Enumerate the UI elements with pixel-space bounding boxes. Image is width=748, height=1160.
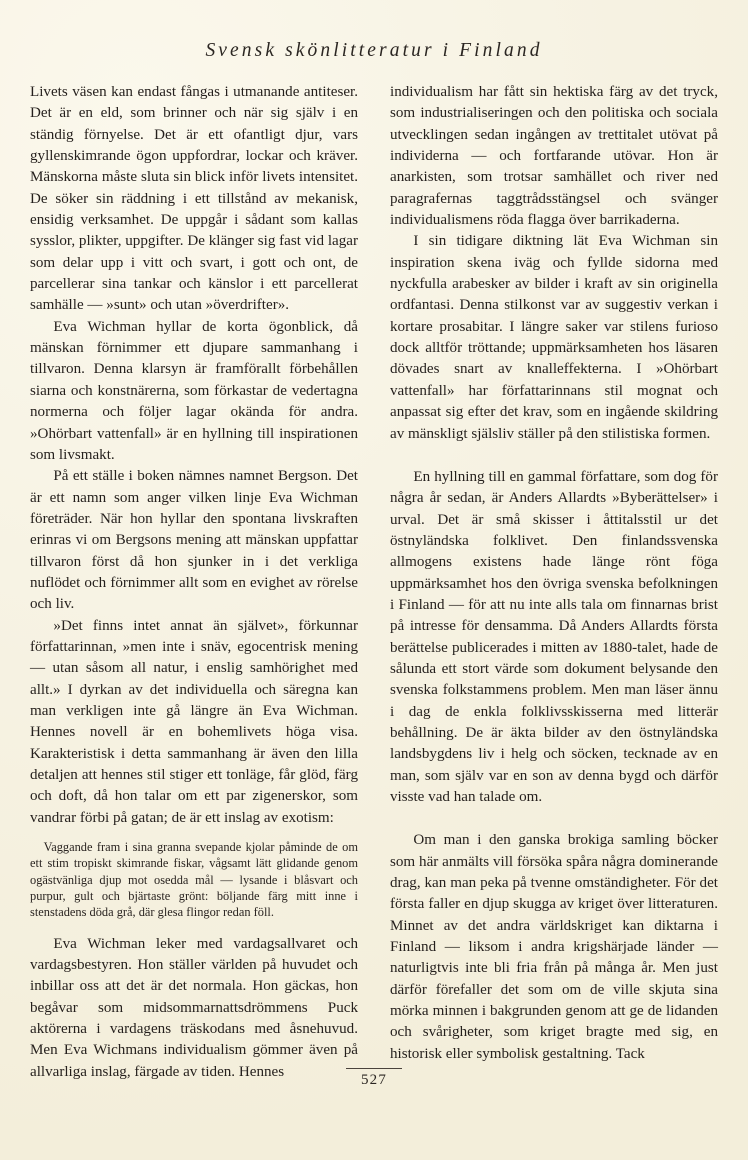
paragraph: Om man i den ganska brokiga samling böcker som här anmälts vill försöka spåra några dominerande drag, kan man peka på tvenne omständigheter. För det första faller en djup skugga av kriget över litteraturen. Minnet av det andra världskriget kan diktarna i Finland — liksom i andra krigshärjade länder — naturligtvis inte bli fria från på många år. Men just därför förefaller det som om de ville skjuta sina mörka minnen i bakgrunden genom att ge de lidanden och svårigheter, som kriget bragte med sig, en historisk eller symbolisk gestaltning. Tack: [390, 832, 718, 1062]
paragraph: »Det finns intet annat än självet», förkunnar författarinnan, »men inte i snäv, egocentrisk mening — utan såsom all natur, i enslig samhörighet med allt.» I dyrkan av det individuella och säregna kan man verkligen inte gå längre än Eva Wichman. Hennes novell är en bohemlivets höga visa. Karakteristisk i detta sammanhang är även den lilla detaljen att hennes stil stiger ett tonläge, får glöd, färg och doft, då hon talar om ett par zigenerskor, som vandrar förbi på gatan; de är ett inslag av exotism:: [30, 617, 358, 826]
running-head: Svensk skönlitteratur i Finland: [205, 40, 543, 61]
paragraph: En hyllning till en gammal författare, som dog för några år sedan, är Anders Allardts »Byberättelser» i urval. Det är små skisser i åttitalsstil ur det östnyländska folklivet. Den finlandssvenska allmogens existens hade länge rönt föga uppmärksamhet hos den övriga svenska befolkningen i Finland — för att nu inte alls tala om finnarnas brist på intresse för densamma. Då Anders Allardts första berättelse publicerades i mitten av 1880-talet, hade de sålunda ett stort värde som dokument belysande den svenska folkstammens problem. Men man läser ännu i dag de enkla folklivsskisserna med litterär behållning. De är äkta bilder av den östnyländska landsbygdens liv i helg och söcken, tecknade av en man, som själv var en son av denna bygd och därför visste vad han talade om.: [390, 468, 718, 805]
paragraph: I sin tidigare diktning lät Eva Wichman sin inspiration skena iväg och fyllde sidorna med nyckfulla arabesker av bilder i kraft av sin originella ordfantasi. Denna stilkonst var av suggestiv verkan i kortare prosabitar. I längre saker var stilens furioso dock alltför tröttande; uppmärksamheten hos läsaren dövades snart av knalleffekterna. I »Ohörbart vattenfall» har författarinnans stil mognat och anpassat sig efter det krav, som en ingående skildring av mänskligt själsliv ställer på den stilistiska formen.: [390, 233, 718, 442]
paragraph: På ett ställe i boken nämnes namnet Bergson. Det är ett namn som anger vilken linje Eva Wichman företräder. När hon hyllar den spontana livskraften erinras vi om Bergsons mening att mänskan uppfattar tillvaron först då hon sjunker in i det verkliga nuflödet och förnimmer allt som en evighet av rörelse och liv.: [30, 468, 358, 613]
right-column: [390, 82, 718, 1062]
left-column: [30, 82, 358, 1080]
paragraph: Eva Wichman leker med vardagsallvaret och vardagsbestyren. Hon ställer världen på huvudet och inbillar oss att det är det normala. Hon gäckas, hon begåvar som midsommarnattsdrömmens Puck aktörerna i vardagens träskodans med åsnehuvud. Men Eva Wichmans individualism gömmer även på allvarliga inslag, färgade av tiden. Hennes: [30, 935, 358, 1080]
block-quote: Vaggande fram i sina granna svepande kjolar påminde de om ett stim tropiskt skimrande fiskar, vågsamt lätt glidande genom ogästvänliga djup mot osedda mål — lysande i blåsvart och purpur, gult och bjärtaste grönt: böljande färg mitt inne i stenstadens döda grå, där glesa flingor redan föll.: [30, 840, 358, 920]
paragraph: Livets väsen kan endast fångas i utmanande antiteser. Det är en eld, som brinner och när sig själv i en ständig förnyelse. Det är ett ofantligt djur, vars gyllenskimrande ögon uppfordrar, lockar och kräver. Mänskorna måste sluta sin blick inför livets intensitet. De söker sin räddning i ett tillstånd av mekanisk, ensidig verksamhet. De uppgår i sådant som kallas sysslor, plikter, uppgifter. De klänger sig fast vid lagar som delar upp i vitt och svart, i gott och ont, de parcellerar sina tankar och känslor i ett parcellerat samhälle — »sunt» och utan »överdrifter».: [30, 84, 358, 314]
page-number: 527: [360, 1072, 388, 1088]
page-folio: [0, 1068, 748, 1089]
folio-rule: [346, 1068, 402, 1069]
paragraph: individualism har fått sin hektiska färg av det tryck, som industrialiseringen och den politiska och sociala utvecklingen sedan ingången av trettitalet utövat på individerna — och fortfarande utövar. Hon är anarkisten, som trotsar samhället och river ned paragrafernas taggtrådsstängsel och svänger individualismens röda flagga över barrikaderna.: [390, 84, 718, 229]
paragraph: Eva Wichman hyllar de korta ögonblick, då mänskan förnimmer ett djupare sammanhang i tillvaron. Denna klarsyn är framförallt förbehållen siarna och konstnärerna, som förkastar de vedertagna normerna och följer lagar okända för andra. »Ohörbart vattenfall» är en hyllning till inspirationen som livsmakt.: [30, 318, 358, 463]
